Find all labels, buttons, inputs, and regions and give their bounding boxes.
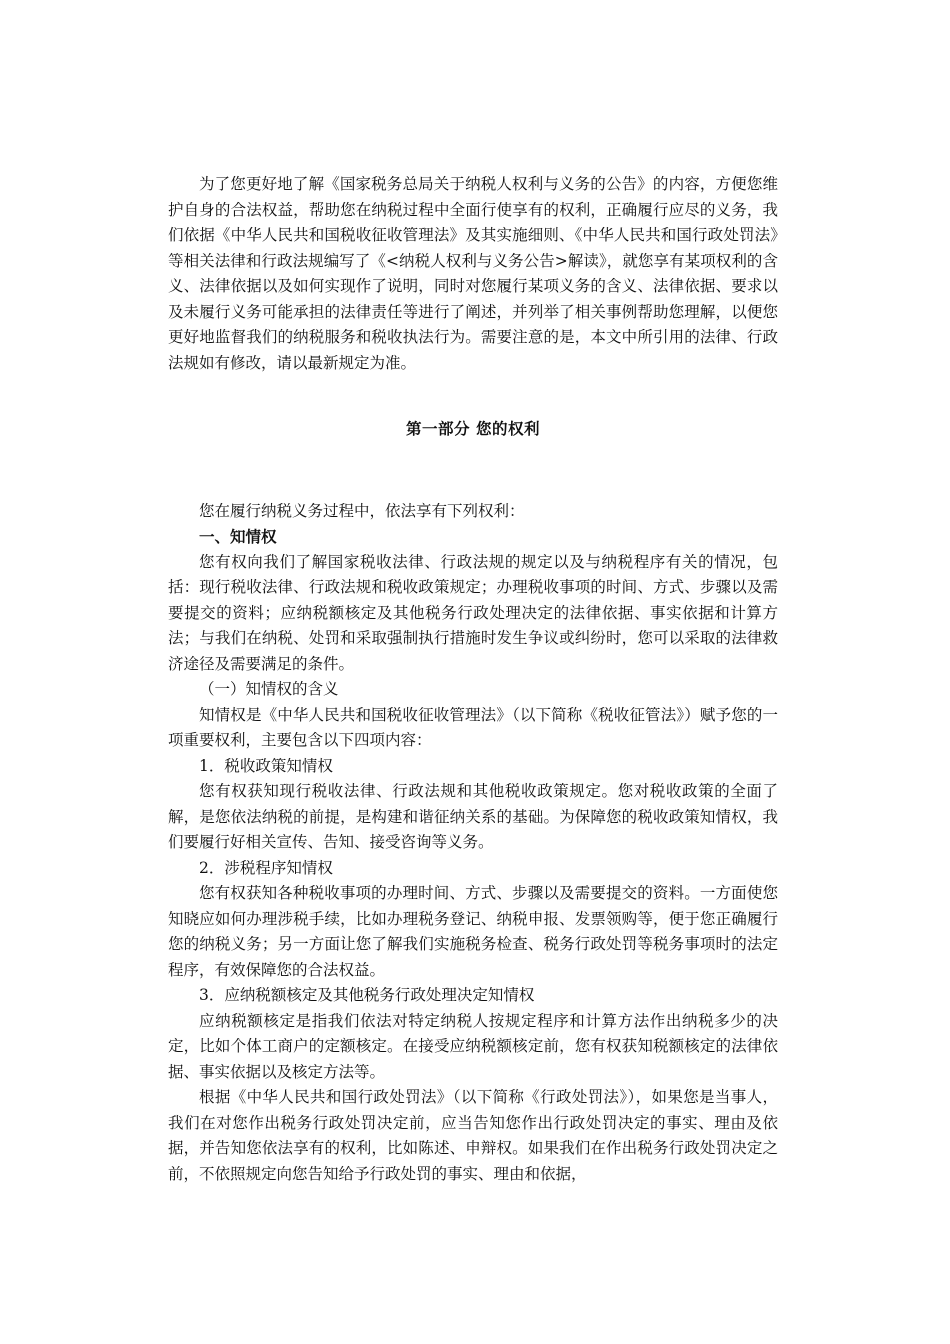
subheading-meaning: （一）知情权的含义 bbox=[199, 680, 339, 698]
item-3-heading: 3．应纳税额核定及其他税务行政处理决定知情权 bbox=[199, 986, 535, 1004]
intro-paragraph: 为了您更好地了解《国家税务总局关于纳税人权利与义务的公告》的内容，方便您维护自身的合法权益，帮助您在纳税过程中全面行使享有的权利，正确履行应尽的义务，我们依据《中华人民共和国税收征收管理法》及其实施细则、《中华人民共和国行政处罚法》等相关法律和行政法规编写了《<纳税人权利与义务公告>解读》，就您享有某项权利的含义、法律依据以及如何实现作了说明，同时对您履行某项义务的含义、法律依据、要求以及未履行义务可能承担的法律责任等进行了阐述，并列举了相关事例帮助您理解，以便您更好地监督我们的纳税服务和税收执法行为。需要注意的是，本文中所引用的法律、行政法规如有修改，请以最新规定为准。 bbox=[168, 175, 778, 372]
section-title: 第一部分 您的权利 bbox=[406, 419, 540, 438]
item-2-heading: 2．涉税程序知情权 bbox=[199, 858, 333, 877]
meaning-paragraph: 知情权是《中华人民共和国税收征收管理法》（以下简称《税收征管法》）赋予您的一项重要权利，主要包含以下四项内容： bbox=[168, 705, 778, 749]
right-to-know-paragraph: 您有权向我们了解国家税收法律、行政法规的规定以及与纳税程序有关的情况，包括：现行税收法律、行政法规和税收政策规定；办理税收事项的时间、方式、步骤以及需要提交的资料；应纳税额核定及其他税务行政处理决定的法律依据、事实依据和计算方法；与我们在纳税、处罚和采取强制执行措施时发生争议或纠纷时，您可以采取的法律救济途径及需要满足的条件。 bbox=[168, 552, 778, 673]
document-body bbox=[168, 172, 778, 1187]
rights-lead-paragraph: 您在履行纳税义务过程中，依法享有下列权利： bbox=[199, 501, 525, 520]
item-2-paragraph: 您有权获知各种税收事项的办理时间、方式、步骤以及需要提交的资料。一方面使您知晓应如何办理涉税手续，比如办理税务登记、纳税申报、发票领购等，便于您正确履行您的纳税义务；另一方面让您了解我们实施税务检查、税务行政处罚等税务事项时的法定程序，有效保障您的合法权益。 bbox=[168, 884, 778, 979]
item-1-paragraph: 您有权获知现行税收法律、行政法规和其他税收政策规定。您对税收政策的全面了解，是您依法纳税的前提，是构建和谐征纳关系的基础。为保障您的税收政策知情权，我们要履行好相关宣传、告知、接受咨询等义务。 bbox=[168, 782, 778, 851]
item-1-heading: 1．税收政策知情权 bbox=[199, 756, 333, 775]
heading-right-to-know: 一、知情权 bbox=[199, 527, 277, 546]
penalty-paragraph: 根据《中华人民共和国行政处罚法》（以下简称《行政处罚法》），如果您是当事人，我们在对您作出税务行政处罚决定前，应当告知您作出行政处罚决定的事实、理由及依据，并告知您依法享有的权利，比如陈述、申辩权。如果我们在作出税务行政处罚决定之前，不依照规定向您告知给予行政处罚的事实、理由和依据， bbox=[168, 1088, 778, 1183]
item-3-paragraph: 应纳税额核定是指我们依法对特定纳税人按规定程序和计算方法作出纳税多少的决定，比如个体工商户的定额核定。在接受应纳税额核定前，您有权获知税额核定的法律依据、事实依据以及核定方法等。 bbox=[168, 1011, 778, 1081]
